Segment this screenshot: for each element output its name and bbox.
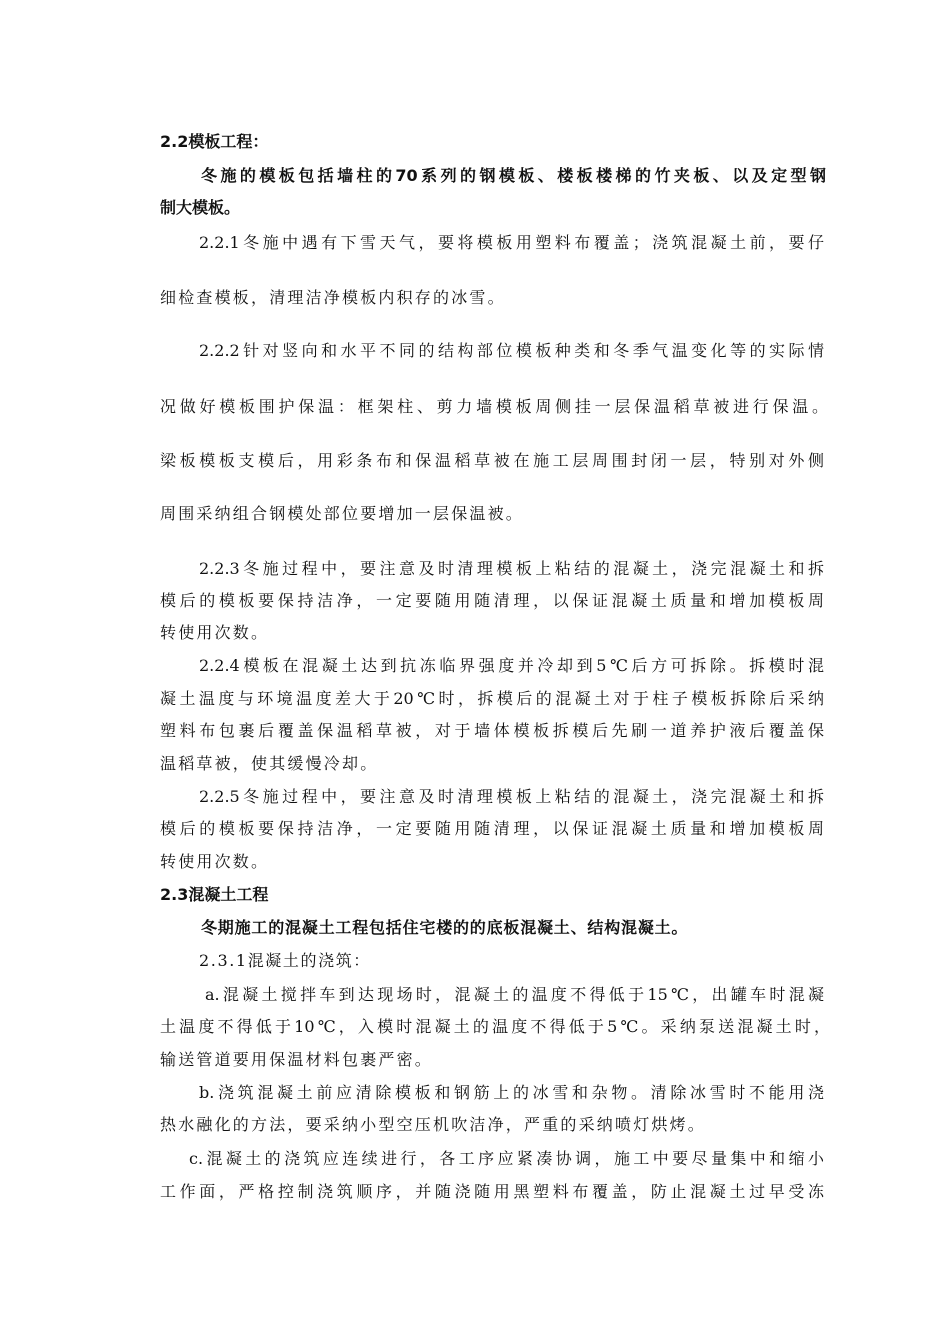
para-c-line-1: c.混凝土的浇筑应连续进行，各工序应紧凑协调，施工中要尽量集中和缩小 [189,1149,824,1168]
section-heading-2-3: 2.3混凝土工程 [160,885,269,904]
para-2-2-4-line-2: 凝土温度与环境温度差大于20℃时，拆模后的混凝土对于柱子模板拆除后采纳 [160,689,824,708]
para-b-line-2: 热水融化的方法，要采纳小型空压机吹洁净，严重的采纳喷灯烘烤。 [160,1115,707,1134]
para-2-2-2-line-2: 况做好模板围护保温：框架柱、剪力墙模板周侧挂一层保温稻草被进行保温。 [160,397,828,416]
para-c-line-2: 工作面，严格控制浇筑顺序，并随浇随用黑塑料布覆盖，防止混凝土过早受冻 [160,1182,824,1201]
section-heading-2-2: 2.2模板工程： [160,132,269,151]
para-2-2-3-line-1: 2.2.3冬施过程中，要注意及时清理模板上粘结的混凝土，浇完混凝土和拆 [199,559,824,578]
para-2-2-5-line-1: 2.2.5冬施过程中，要注意及时清理模板上粘结的混凝土，浇完混凝土和拆 [199,787,824,806]
para-2-2-3-line-2: 模后的模板要保持洁净，一定要随用随清理，以保证混凝土质量和增加模板周 [160,591,824,610]
intro-2-2-line-2: 制大模板。 [160,198,241,217]
para-2-2-2-line-4: 周围采纳组合钢模处部位要增加一层保温被。 [160,504,525,523]
sub-heading-2-3-1: 2.3.1混凝土的浇筑： [199,951,371,970]
para-2-2-4-line-1: 2.2.4模板在混凝土达到抗冻临界强度并冷却到5℃后方可拆除。拆模时混 [199,656,824,675]
intro-2-3: 冬期施工的混凝土工程包括住宅楼的的底板混凝土、结构混凝土。 [201,918,689,937]
para-a-line-2: 土温度不得低于10℃，入模时混凝土的温度不得低于5℃。采纳泵送混凝土时， [160,1017,830,1036]
para-2-2-1-line-2: 细检查模板，清理洁净模板内积存的冰雪。 [160,288,506,307]
para-b-line-1: b.浇筑混凝土前应清除模板和钢筋上的冰雪和杂物。清除冰雪时不能用浇 [199,1083,824,1102]
intro-2-2-line-1: 冬施的模板包括墙柱的70系列的钢模板、楼板楼梯的竹夹板、以及定型钢 [201,166,826,185]
para-2-2-2-line-3: 梁板模板支模后，用彩条布和保温稻草被在施工层周围封闭一层，特别对外侧 [160,451,824,470]
para-2-2-2-line-1: 2.2.2针对竖向和水平不同的结构部位模板种类和冬季气温变化等的实际情 [199,341,824,360]
para-2-2-4-line-4: 温稻草被，使其缓慢冷却。 [160,754,379,773]
para-2-2-1-line-1: 2.2.1冬施中遇有下雪天气，要将模板用塑料布覆盖；浇筑混凝土前，要仔 [199,233,824,252]
para-2-2-5-line-2: 模后的模板要保持洁净，一定要随用随清理，以保证混凝土质量和增加模板周 [160,819,824,838]
para-a-line-3: 输送管道要用保温材料包裹严密。 [160,1050,434,1069]
para-2-2-4-line-3: 塑料布包裹后覆盖保温稻草被，对于墙体模板拆模后先刷一道养护液后覆盖保 [160,721,824,740]
para-a-line-1: a.混凝土搅拌车到达现场时，混凝土的温度不得低于15℃，出罐车时混凝 [205,985,824,1004]
para-2-2-3-line-3: 转使用次数。 [160,623,270,642]
para-2-2-5-line-3: 转使用次数。 [160,852,270,871]
